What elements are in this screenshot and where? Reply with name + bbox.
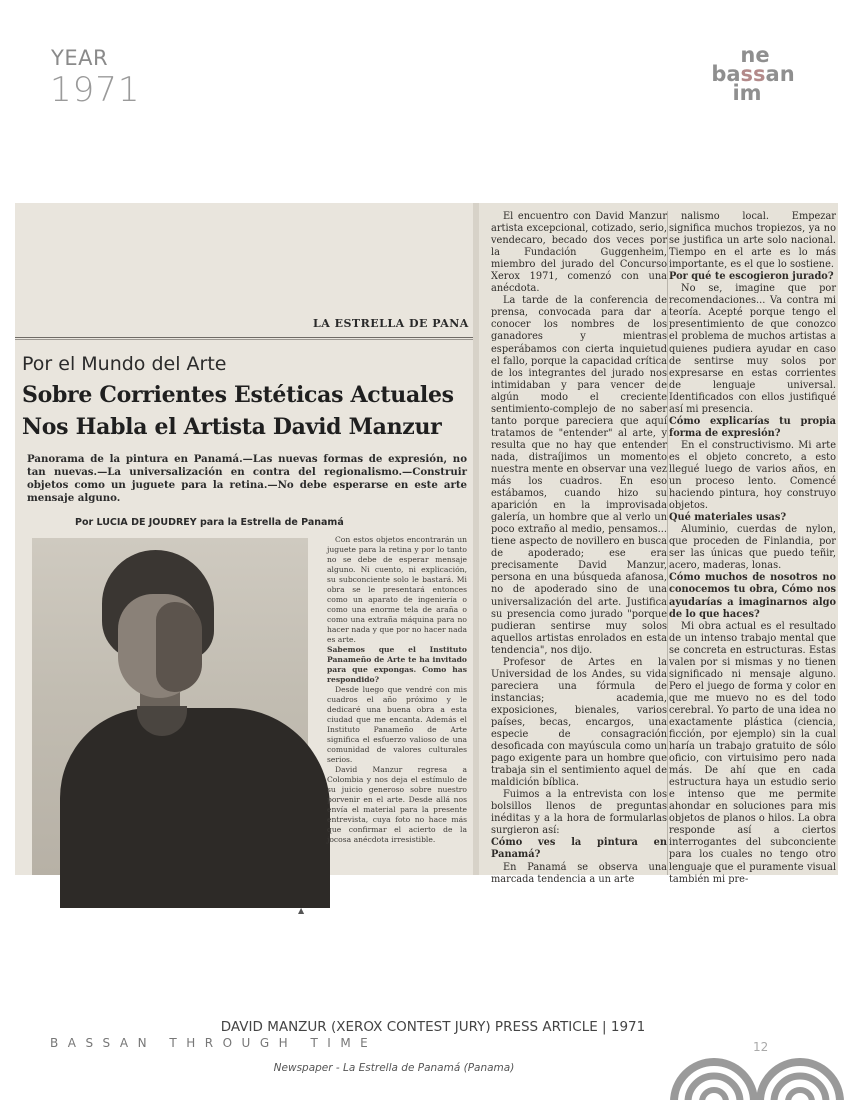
source-note: Newspaper - La Estrella de Panamá (Panama) [273,1062,515,1074]
article-column-left [327,535,467,875]
scroll-marker-icon: ▲ [298,906,305,915]
interview-question: Cómo explicarías tu propia forma de expresión? [669,415,836,439]
page-number: 12 [753,1040,769,1054]
newspaper-clipping [15,203,838,885]
article-column-right-1 [491,211,667,885]
article-paragraph: Profesor de Artes en la Universidad de los Andes, su vida pareciera una fórmula de instancias; academia, exposiciones, bienales, varios países, becas, encargos, una especie de consagración desoficada con mayúscula como un pago exigente para un hombre que trabaja sin el sentimiento aquel de maldición bíblica. [491,656,667,789]
header-rule-secondary [15,339,473,340]
article-headline [22,379,470,443]
portrait-photo [32,538,308,875]
brand-logo [698,43,808,105]
logo-line-3: im [732,81,762,105]
article-paragraph: En el constructivismo. Mi arte es el objeto concreto, a esto llegué luego de varios años, en un proceso lento. Comencé haciendo pintura, hoy construyo objetos. [669,439,836,512]
article-paragraph: El encuentro con David Manzur artista excepcional, cotizado, serio, vendecaro, becado dos veces por la Fundación Guggenheim, miembro del jurado del Concurso Xerox 1971, comenzó con una anécdota. [491,211,667,295]
interview-question: Sabemos que el Instituto Panameño de Arte te ha invitado para que expongas. Como has respondido? [327,645,467,684]
photo-body [60,708,330,908]
interview-question: Cómo muchos de nosotros no conocemos tu obra, Cómo nos ayudarías a imaginarnos algo de lo que haces? [669,572,836,620]
header-rule [15,337,473,338]
photo-face-shadow [156,602,202,692]
article-column-right-2 [669,211,836,885]
article-paragraph: Desde luego que vendré con mis cuadros el año próximo y le dedicaré una buena obra a esta ciudad que me encanta. Además el Instituto Panameño de Arte significa el esfuerzo valioso de una comunidad de valores culturales serios. [327,685,467,764]
article-paragraph: David Manzur regresa a Colombia y nos deja el estímulo de su juicio generoso sobre nuestro porvenir en el arte. Desde allá nos envía el material para la presente entrevista, cuya foto no hace más que confirmar el acierto de la jocosa anécdota irresistible. [327,765,467,844]
article-subhead: Panorama de la pintura en Panamá.—Las nuevas formas de expresión, no tan nuevas.—La universalización en contra del regionalismo.—Construir objetos como un juguete para la retina.—No debe esperarse en este arte mensaje alguno. [27,453,467,504]
article-paragraph: En Panamá se observa una marcada tendencia a un arte [491,861,667,885]
interview-question: Cómo ves la pintura en Panamá? [491,837,667,861]
headline-line-2: Nos Habla el Artista David Manzur [22,414,442,440]
logo-line-2-a: ba [711,62,741,86]
year-value: 1971 [50,70,141,110]
article-kicker: Por el Mundo del Arte [22,353,227,375]
article-paragraph: Fuimos a la entrevista con los bolsillos llenos de preguntas inéditas y a la hora de formularlas surgieron así: [491,789,667,837]
article-caption: DAVID MANZUR (XEROX CONTEST JURY) PRESS ARTICLE | 1971 [220,1019,646,1035]
headline-line-1: Sobre Corrientes Estéticas Actuales [22,382,454,408]
article-paragraph: Mi obra actual es el resultado de un intenso trabajo mental que se concreta en estructuras. Estas valen por si mismas y no tienen significado ni mensaje alguno. Pero el juego de forma y color en que me muevo no es del todo cerebral. Yo parto de una idea no exactamente plástica (ciencia, ficción, por ejemplo) sin la cual haría un trabajo gratuito de sólo oficio, con virtuisimo pero nada más. De ahí que en cada estructura haya un estudio serio e intenso que me permite ahondar en soluciones para mis objetos de planos o hilos. La obra responde así a ciertos interrogantes del subconciente para los cuales no tengo otro lenguaje que el puramente visual también mi pre- [669,620,836,885]
article-paragraph: Aluminio, cuerdas de nylon, que proceden de Finlandia, por ser las únicas que puedo teñir, acero, maderas, lonas. [669,524,836,572]
decorative-circles-icon [668,1048,850,1100]
article-paragraph: nalismo local. Empezar significa muchos tropiezos, ya no se justifica un arte solo nacional. Tiempo en el arte es lo más importante, es el que lo sostiene. [669,211,836,271]
interview-question: Qué materiales usas? [669,512,787,524]
interview-question: Por qué te escogieron jurado? [669,271,834,283]
column-separator [667,211,668,875]
newspaper-header: LA ESTRELLA DE PANA [313,317,469,330]
logo-line-1: ne [740,43,770,67]
article-paragraph: No se, imagine que por recomendaciones... Va contra mi teoría. Acepté porque tengo el presentimiento de que conozco el problema de muchos artistas a quienes pudiera ayudar en caso de sentirse muy solos por expresarse en estas corrientes de lenguaje universal. Identificados con ellos justifiqué así mi presencia. [669,283,836,415]
year-label: YEAR [51,46,109,70]
logo-line-2-b: ss [740,62,766,86]
article-byline: Por LUCIA DE JOUDREY para la Estrella de Panamá [75,517,344,528]
article-paragraph: Con estos objetos encontrarán un juguete para la retina y por lo tanto no se debe de esperar mensaje alguno. Ni cuento, ni explicación, su subconciente solo le bastará. Mi obra se le presentará entonces como un aparato de ingeniería o como una enorme tela de araña o como una extraña máquina para no hacer nada y que por no hacer nada es arte. [327,535,467,644]
logo-line-2-c: an [765,62,795,86]
article-paragraph: La tarde de la conferencia de prensa, convocada para dar a conocer los nombres de los ganadores y mientras esperábamos con cierta inquietud el fallo, porque la capacidad crítica de los integrantes del jurado nos intimidaban y para vencer de algún modo el creciente sentimiento-complejo de no saber tanto porque pareciera que aquí tratamos de "entender" al arte, y resulta que no hay que entender nada, distraíjimos un momento nuestra mente en observar una vez más los cuadros. En eso estábamos, cuando hizo su aparición en la improvisada galería, un hombre que al verlo un poco extraño al medio, pensamos... tiene aspecto de novillero en busca de apoderado; ese era precisamente David Manzur, persona en una búsqueda afanosa, no de apoderado sino de una universalización del arte. Justifica su presencia como jurado "porque pudieran sentirse muy solos aquellos artistas enrolados en esta tendencia", nos dijo. [491,295,667,656]
footer-title: BASSAN THROUGH TIME [50,1036,378,1050]
